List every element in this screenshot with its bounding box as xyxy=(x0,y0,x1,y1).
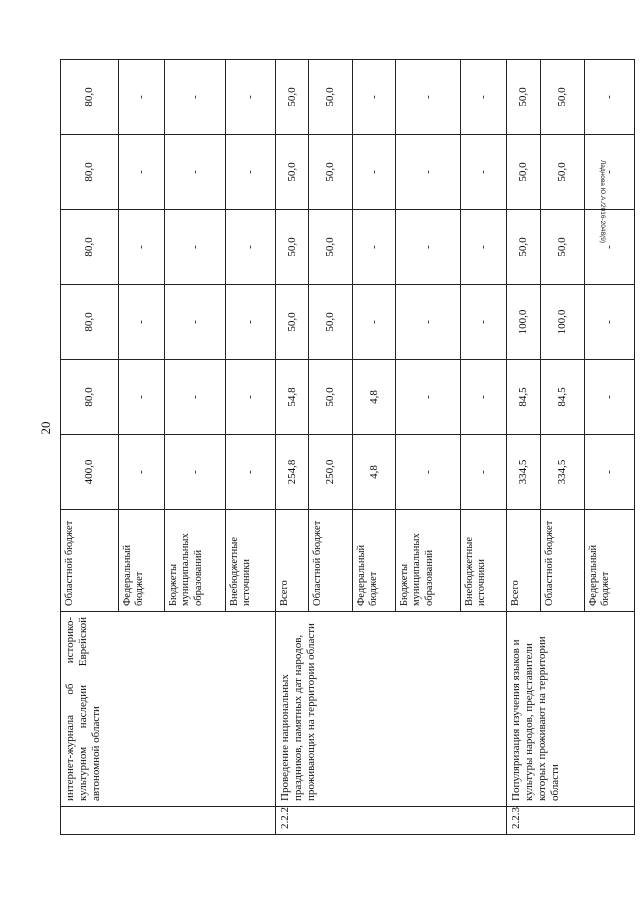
value-total-cell: - xyxy=(119,435,165,510)
funding-source-cell: Внебюджетные источники xyxy=(226,510,276,612)
value-year-cell: - xyxy=(226,210,276,285)
program-funding-table xyxy=(60,59,635,835)
item-name-cell: Проведение национальных праздников, памятных дат народов, проживающих на территории области xyxy=(276,612,507,807)
funding-source-cell: Федеральный бюджет xyxy=(119,510,165,612)
value-year-cell: - xyxy=(396,210,461,285)
value-year-cell: 80,0 xyxy=(61,60,119,135)
funding-source-cell: Федеральный бюджет xyxy=(353,510,396,612)
value-total-cell: - xyxy=(585,435,635,510)
funding-source-cell: Областной бюджет xyxy=(541,510,585,612)
funding-source-cell: Бюджеты муниципальных образований xyxy=(165,510,226,612)
value-total-cell: - xyxy=(226,435,276,510)
value-year-cell: 50,0 xyxy=(309,360,353,435)
value-year-cell: - xyxy=(119,135,165,210)
value-year-cell: - xyxy=(585,360,635,435)
item-code-cell xyxy=(61,807,276,835)
value-total-cell: - xyxy=(165,435,226,510)
funding-source-cell: Федеральный бюджет xyxy=(585,510,635,612)
table-row xyxy=(276,60,309,835)
value-year-cell: 80,0 xyxy=(61,210,119,285)
item-code-cell: 2.2.3 xyxy=(507,807,635,835)
document-side-note: Ладнова Ю.А./2016-2048(9) xyxy=(599,160,606,244)
value-year-cell: 50,0 xyxy=(276,60,309,135)
item-name-cell: интернет-журнала об историко-культурном наследии Еврейской автономной области xyxy=(61,612,276,807)
value-year-cell: - xyxy=(226,285,276,360)
value-year-cell: - xyxy=(461,135,507,210)
value-total-cell: 334,5 xyxy=(541,435,585,510)
value-year-cell: 50,0 xyxy=(276,135,309,210)
value-total-cell: 250,0 xyxy=(309,435,353,510)
value-year-cell: 50,0 xyxy=(507,210,541,285)
value-year-cell: - xyxy=(165,360,226,435)
table-row xyxy=(507,60,541,835)
item-code-cell: 2.2.2 xyxy=(276,807,507,835)
value-year-cell: - xyxy=(396,360,461,435)
value-year-cell: - xyxy=(226,60,276,135)
value-year-cell: - xyxy=(226,360,276,435)
funding-source-cell: Областной бюджет xyxy=(309,510,353,612)
value-year-cell: 4,8 xyxy=(353,360,396,435)
value-year-cell: 50,0 xyxy=(276,285,309,360)
funding-source-cell: Внебюджетные источники xyxy=(461,510,507,612)
value-total-cell: 334,5 xyxy=(507,435,541,510)
value-total-cell: - xyxy=(461,435,507,510)
value-year-cell: 50,0 xyxy=(541,210,585,285)
value-year-cell: - xyxy=(353,60,396,135)
value-year-cell: - xyxy=(353,135,396,210)
value-year-cell: - xyxy=(119,60,165,135)
value-year-cell: - xyxy=(353,285,396,360)
value-year-cell: - xyxy=(396,285,461,360)
funding-source-cell: Областной бюджет xyxy=(61,510,119,612)
table-row xyxy=(61,60,119,835)
value-year-cell: - xyxy=(461,210,507,285)
value-year-cell: - xyxy=(226,135,276,210)
value-year-cell: - xyxy=(461,60,507,135)
value-total-cell: 4,8 xyxy=(353,435,396,510)
value-year-cell: - xyxy=(165,210,226,285)
value-year-cell: - xyxy=(461,360,507,435)
value-total-cell: 400,0 xyxy=(61,435,119,510)
value-year-cell: 100,0 xyxy=(507,285,541,360)
funding-source-cell: Всего xyxy=(276,510,309,612)
value-year-cell: 50,0 xyxy=(309,60,353,135)
value-year-cell: 100,0 xyxy=(541,285,585,360)
value-year-cell: - xyxy=(165,285,226,360)
value-year-cell: - xyxy=(585,210,635,285)
value-year-cell: - xyxy=(119,285,165,360)
value-year-cell: - xyxy=(119,360,165,435)
item-name-cell: Популяризация изучения языков и культуры народов, представители которых проживают на территории области xyxy=(507,612,635,807)
value-year-cell: - xyxy=(119,210,165,285)
funding-source-cell: Бюджеты муниципальных образований xyxy=(396,510,461,612)
value-year-cell: 50,0 xyxy=(276,210,309,285)
value-year-cell: 50,0 xyxy=(309,285,353,360)
value-total-cell: 254,8 xyxy=(276,435,309,510)
value-year-cell: 80,0 xyxy=(61,285,119,360)
value-year-cell: - xyxy=(585,285,635,360)
value-year-cell: 50,0 xyxy=(507,135,541,210)
value-year-cell: - xyxy=(461,285,507,360)
value-year-cell: - xyxy=(396,60,461,135)
value-year-cell: 84,5 xyxy=(541,360,585,435)
value-year-cell: - xyxy=(585,60,635,135)
value-year-cell: 50,0 xyxy=(309,135,353,210)
value-year-cell: 80,0 xyxy=(61,135,119,210)
value-year-cell: 54,8 xyxy=(276,360,309,435)
value-year-cell: 84,5 xyxy=(507,360,541,435)
value-year-cell: 50,0 xyxy=(507,60,541,135)
value-year-cell: - xyxy=(165,135,226,210)
value-year-cell: - xyxy=(353,210,396,285)
value-year-cell: - xyxy=(585,135,635,210)
value-year-cell: 80,0 xyxy=(61,360,119,435)
value-year-cell: 50,0 xyxy=(541,60,585,135)
page-number: 20 xyxy=(38,421,53,435)
value-year-cell: - xyxy=(396,135,461,210)
funding-source-cell: Всего xyxy=(507,510,541,612)
value-year-cell: 50,0 xyxy=(309,210,353,285)
value-year-cell: - xyxy=(165,60,226,135)
value-total-cell: - xyxy=(396,435,461,510)
value-year-cell: 50,0 xyxy=(541,135,585,210)
